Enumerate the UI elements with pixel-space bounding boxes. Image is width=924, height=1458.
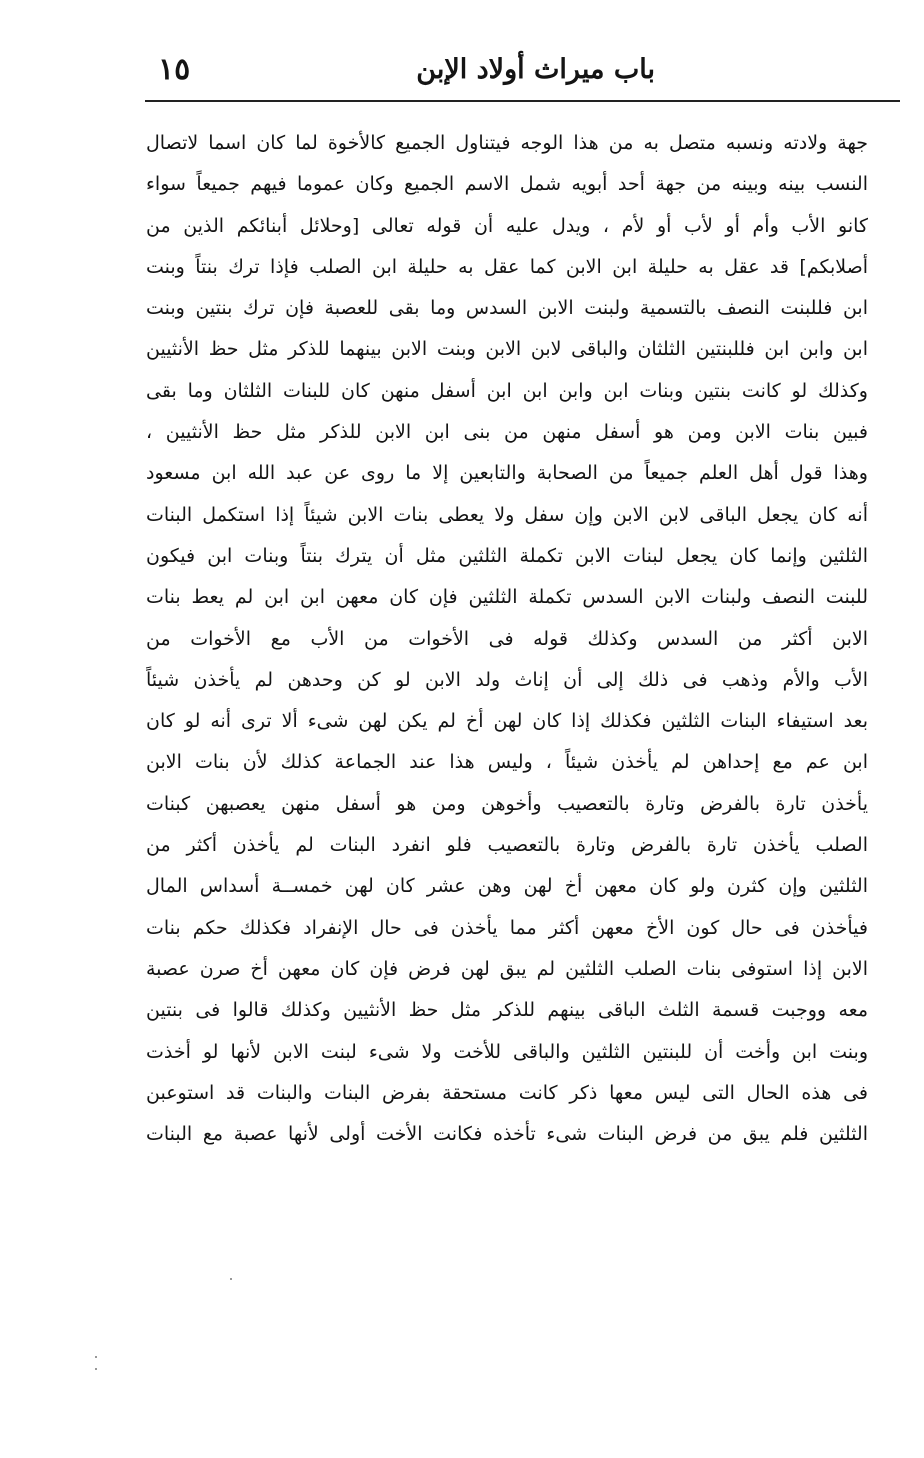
text-line: الأب والأم وذهب فى ذلك إلى أن إناث ولد الابن لو كن وحدهن لم يأخذن شيئاً [146, 668, 868, 691]
text-line: معه ووجبت قسمة الثلث الباقى بينهم للذكر مثل حظ الأنثيين وكذلك قالوا فى بنتين [146, 999, 868, 1022]
text-line: يأخذن تارة بالفرض وتارة بالتعصيب وأخوهن ومن هو أسفل منهن يعصبهن كبنات [146, 792, 868, 815]
text-line: ابن فللبنت النصف بالتسمية ولبنت الابن السدس وما بقى للعصبة فإن ترك بنتين وبنت [146, 297, 868, 320]
text-line: أنه كان يجعل الباقى لابن الابن وإن سفل ولا يعطى بنات الابن شيئاً إذا استكمل البنات [146, 503, 868, 526]
text-line: فى هذه الحال التى ليس معها ذكر كانت مستحقة بفرض البنات والبنات قد استوعبن [146, 1081, 868, 1104]
text-line: أصلابكم] قد عقل به حليلة ابن الابن كما عقل به حليلة ابن الصلب فإذا ترك بنتاً وبنت [146, 255, 868, 278]
scan-speck [95, 1356, 97, 1358]
text-line: الابن إذا استوفى بنات الصلب الثلثين لم يبق لهن فرض فإن كان معهن أخ صرن عصبة [146, 957, 868, 980]
text-line: الصلب يأخذن تارة بالفرض وتارة بالتعصيب فلو انفرد البنات لم يأخذن أكثر من [146, 834, 868, 857]
text-line: فبين بنات الابن ومن هو أسفل منهن من بنى ابن الابن للذكر مثل حظ الأنثيين ، [146, 421, 868, 444]
text-line: الابن أكثر من السدس وكذلك قوله فى الأخوات من الأب مع الأخوات من [146, 627, 868, 650]
text-line: وبنت ابن وأخت أن للبنتين الثلثين والباقى للأخت ولا شىء لبنت الابن لأنها لو أخذت [146, 1040, 868, 1063]
scan-speck [230, 1278, 232, 1280]
text-line: وكذلك لو كانت بنتين وبنات ابن وابن ابن ابن أسفل منهن كان للبنات الثلثان وما بقى [146, 379, 868, 402]
text-line: ابن عم مع إحداهن لم يأخذن شيئاً ، وليس هذا عند الجماعة كذلك لأن بنات الابن [146, 751, 868, 774]
page-header [140, 50, 900, 100]
text-line: فيأخذن فى حال كون الأخ معهن أكثر مما يأخذن فى حال الإنفراد فكذلك حكم بنات [146, 916, 868, 939]
text-line: الثلثين وإن كثرن ولو كان معهن أخ لهن وهن عشر كان لهن خمســة أسداس المال [146, 875, 868, 898]
scan-speck [95, 1368, 97, 1370]
text-line: بعد استيفاء البنات الثلثين فكذلك إذا كان لهن أخ لم يكن لهن شىء ألا ترى أنه لو كان [146, 710, 868, 733]
text-line: النسب بينه وبينه من جهة أحد أبويه شمل الاسم الجميع وكان عموما فيهم جميعاً سواء [146, 173, 868, 196]
text-line: ابن وابن ابن فللبنتين الثلثان والباقى لابن الابن وبنت الابن بينهما للذكر مثل حظ الأنثيين [146, 338, 868, 361]
text-line: الثلثين وإنما كان يجعل لبنات الابن تكملة الثلثين مثل أن يترك بنتاً وبنات ابن فيكون [146, 544, 868, 567]
text-line: وهذا قول أهل العلم جميعاً من الصحابة والتابعين إلا ما روى عن عبد الله ابن مسعود [146, 462, 868, 485]
body-text [146, 123, 868, 1155]
text-line: كانو الأب وأم أو لأب أو لأم ، ويدل عليه أن قوله تعالى [وحلائل أبنائكم الذين من [146, 214, 868, 237]
page-number: ١٥ [158, 52, 191, 87]
text-line: للبنت النصف ولبنات الابن السدس تكملة الثلثين فإن كان معهن ابن ابن لم يعط بنات [146, 586, 868, 609]
text-line: الثلثين فلم يبق من فرض البنات شىء تأخذه فكانت الأخت أولى لأنها عصبة مع البنات [146, 1123, 868, 1146]
running-title: باب ميراث أولاد الإبن [416, 54, 655, 85]
text-line: جهة ولادته ونسبه متصل به من هذا الوجه فيتناول الجميع كالأخوة لما كان اسما لاتصال [146, 132, 868, 154]
header-divider [145, 100, 900, 102]
